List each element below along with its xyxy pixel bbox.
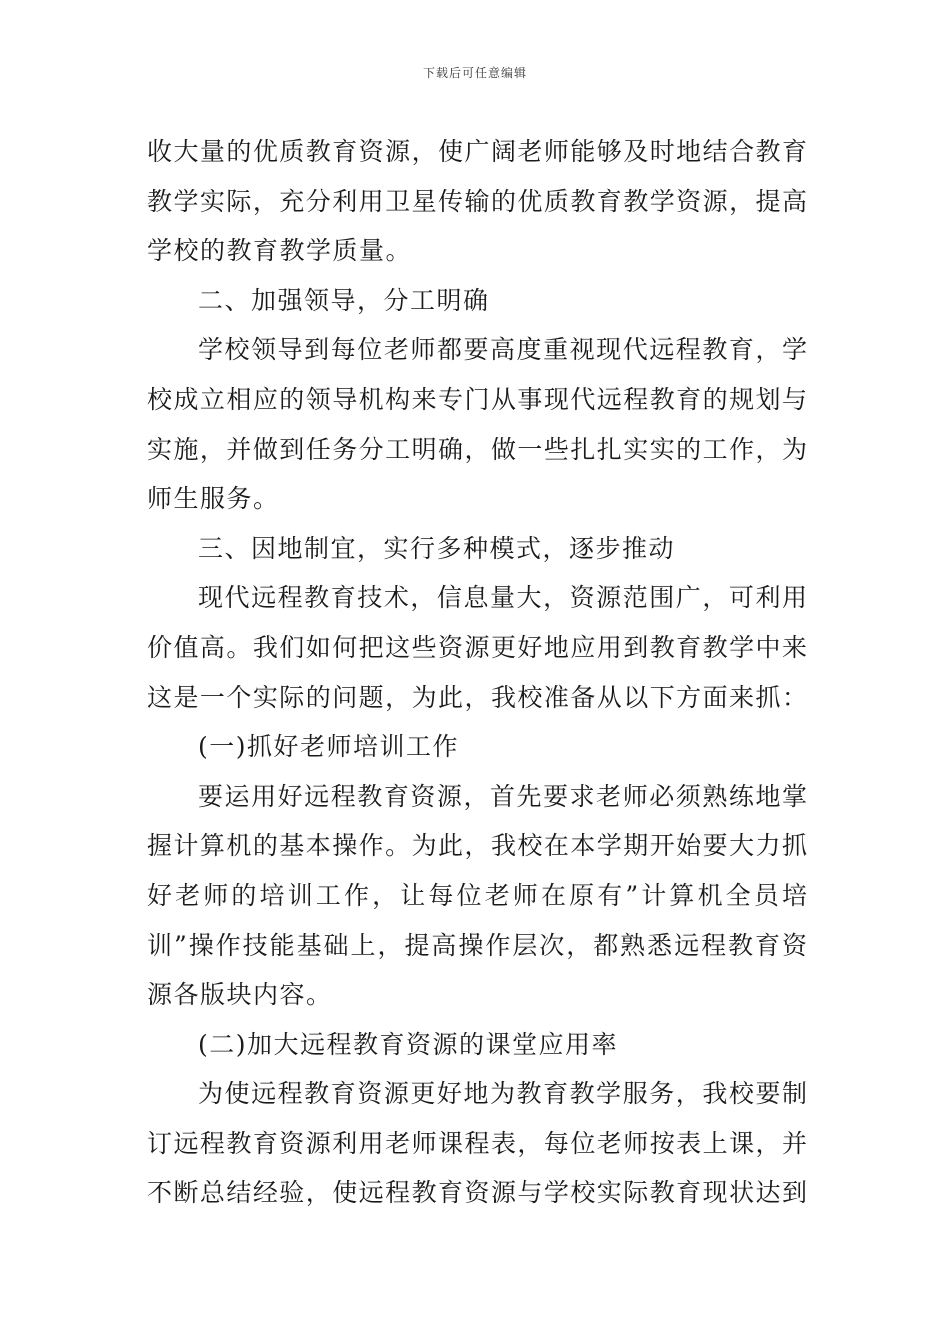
text-line: 好老师的培训工作，让每位老师在原有”计算机全员培 (147, 880, 807, 910)
text-line: 训”操作技能基础上，提高操作层次，都熟悉远程教育资 (147, 930, 807, 960)
text-line: (二)加大远程教育资源的课堂应用率 (198, 1029, 619, 1059)
text-line: 教学实际，充分利用卫星传输的优质教育教学资源，提高 (147, 186, 807, 216)
text-line: 师生服务。 (147, 484, 280, 514)
text-line: 现代远程教育技术，信息量大，资源范围广，可利用 (198, 583, 807, 613)
text-line: 要运用好远程教育资源，首先要求老师必须熟练地掌 (198, 781, 807, 811)
text-line: 这是一个实际的问题，为此，我校准备从以下方面来抓： (147, 682, 807, 712)
text-line: 源各版块内容。 (147, 980, 333, 1010)
text-line: 不断总结经验，使远程教育资源与学校实际教育现状达到 (147, 1178, 807, 1208)
text-line: 学校的教育教学质量。 (147, 236, 413, 266)
text-line: 价值高。我们如何把这些资源更好地应用到教育教学中来 (147, 632, 807, 662)
text-line: 为使远程教育资源更好地为教育教学服务，我校要制 (198, 1079, 807, 1109)
text-line: 握计算机的基本操作。为此，我校在本学期开始要大力抓 (147, 831, 807, 861)
text-line: 校成立相应的领导机构来专门从事现代远程教育的规划与 (147, 384, 807, 414)
text-line: 订远程教育资源利用老师课程表，每位老师按表上课，并 (147, 1128, 807, 1158)
text-line: 三、因地制宜，实行多种模式，逐步推动 (198, 533, 676, 563)
text-line: (一)抓好老师培训工作 (198, 732, 460, 762)
text-line: 学校领导到每位老师都要高度重视现代远程教育，学 (198, 335, 807, 365)
text-line: 实施，并做到任务分工明确，做一些扎扎实实的工作，为 (147, 434, 807, 464)
page-header: 下载后可任意编辑 (422, 66, 527, 80)
text-line: 收大量的优质教育资源，使广阔老师能够及时地结合教育 (147, 137, 807, 166)
text-line: 二、加强领导，分工明确 (198, 285, 490, 315)
document-body (147, 127, 807, 1218)
